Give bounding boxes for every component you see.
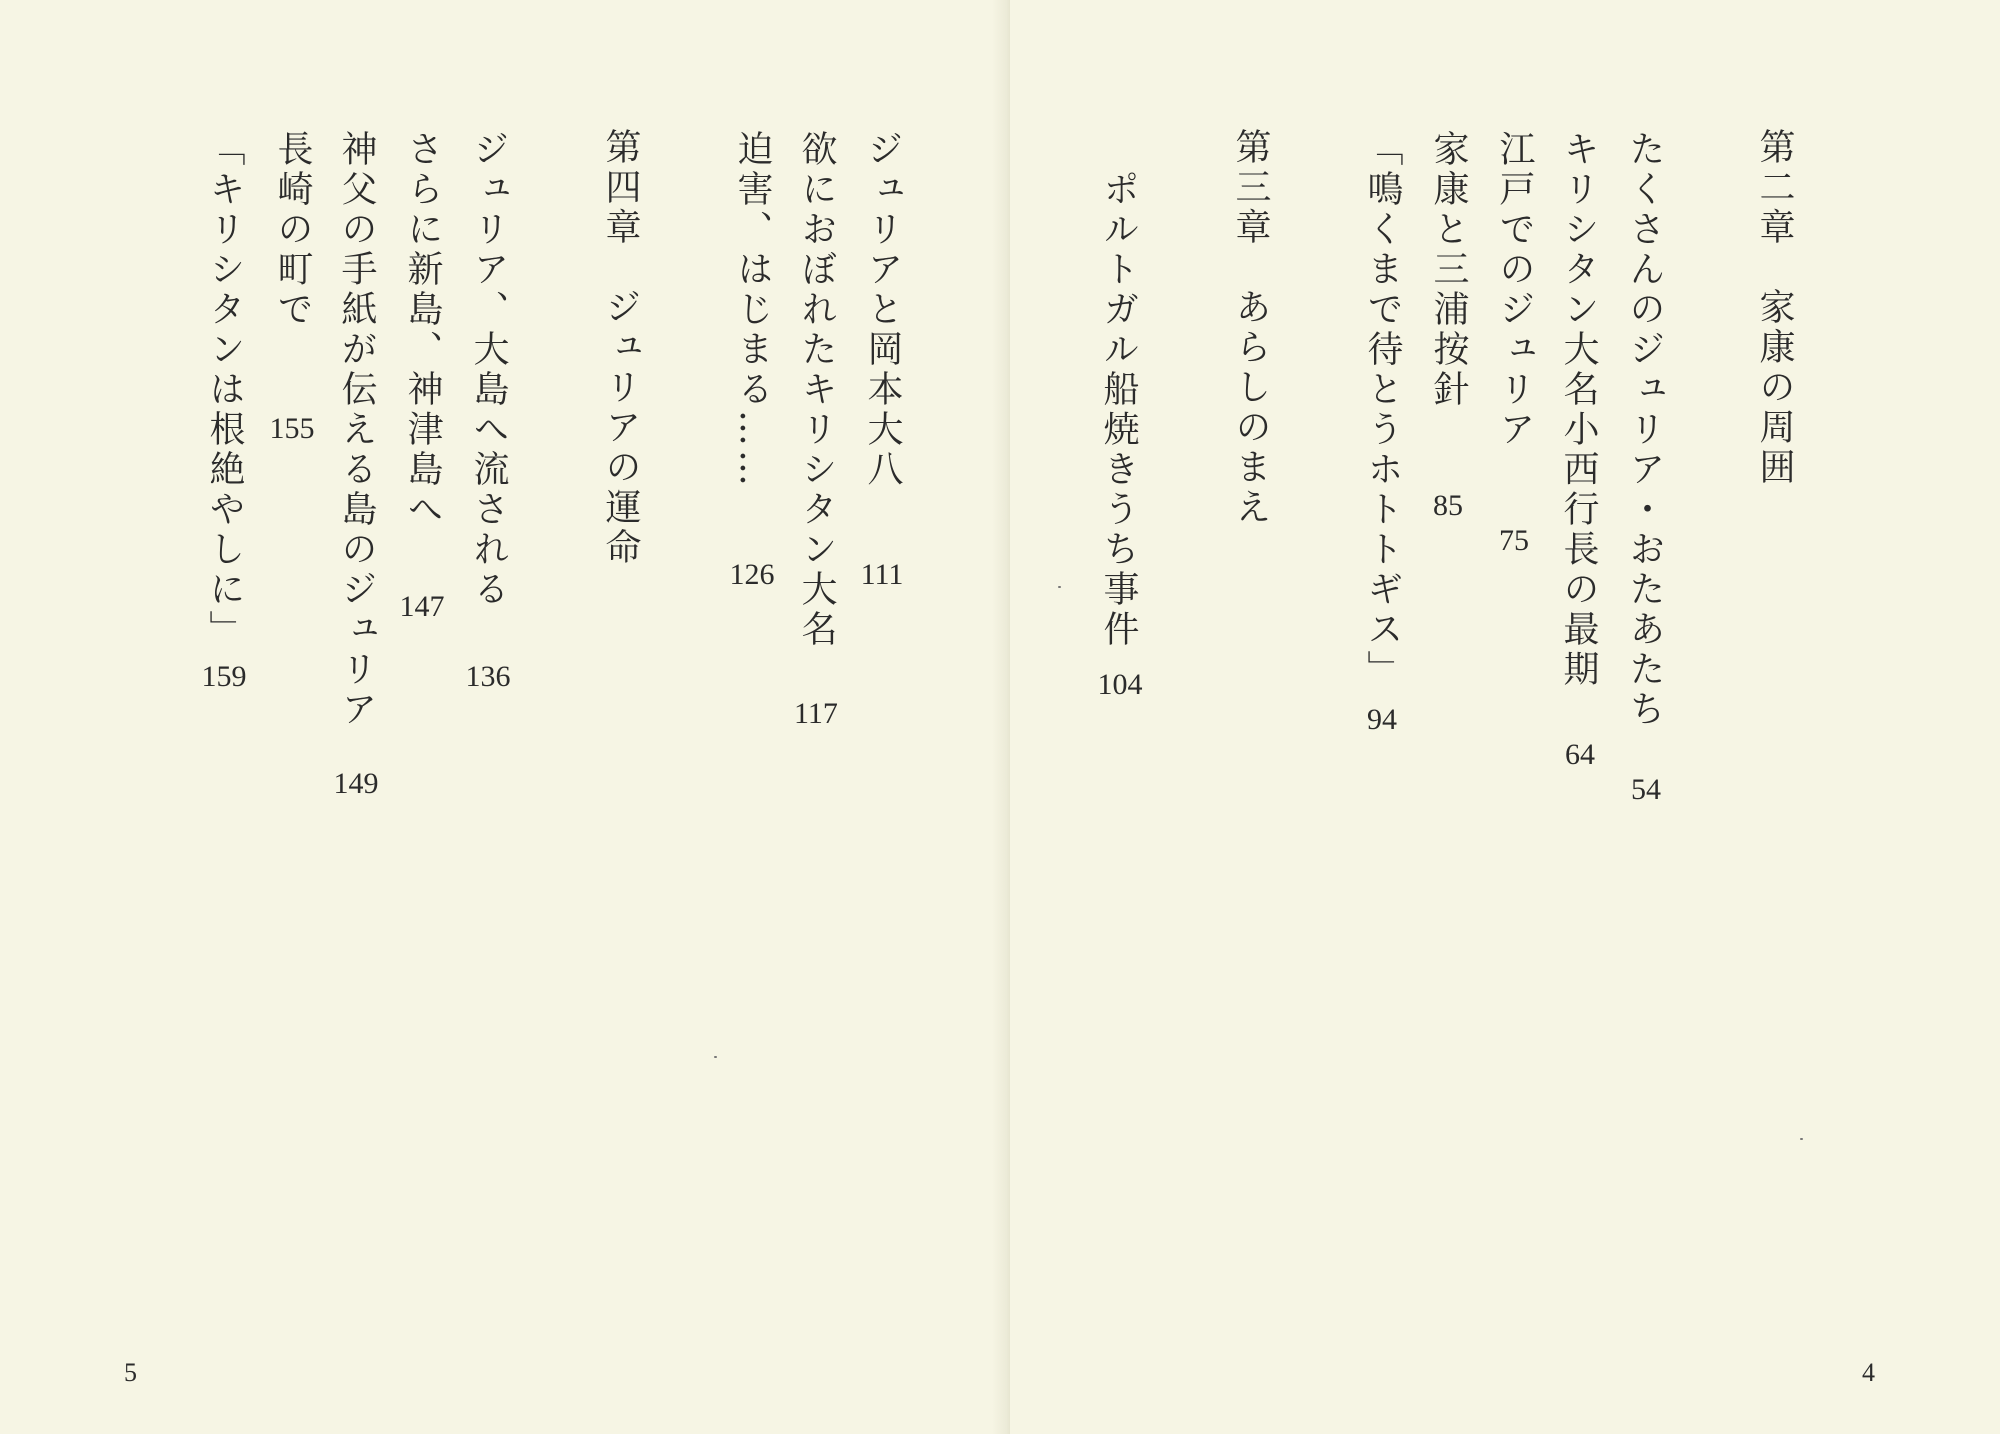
page-number: 4 xyxy=(1862,1358,1875,1387)
toc-entry-title: 神父の手紙が伝える島のジュリア xyxy=(336,130,377,730)
toc-entry-page: 85 xyxy=(1433,489,1463,522)
toc-entry-title: キリシタン大名小西行長の最期 xyxy=(1558,130,1599,690)
toc-entry-title: 「キリシタンは根絶やしに」 xyxy=(204,130,245,650)
toc-entry-title: ポルトガル船焼きうち事件 xyxy=(1098,170,1139,650)
paper-speck xyxy=(714,1056,717,1058)
toc-entry-page: 111 xyxy=(860,558,904,591)
toc-entry-page: 126 xyxy=(729,558,775,591)
toc-entry-title: 欲におぼれたキリシタン大名 xyxy=(796,130,837,650)
paper-speck xyxy=(1058,586,1061,588)
chapter-heading: 第二章 家康の周囲 xyxy=(1754,128,1795,488)
toc-entry-page: 149 xyxy=(333,767,379,800)
toc-entry-page: 147 xyxy=(399,590,445,623)
chapter-heading: 第四章 ジュリアの運命 xyxy=(600,128,641,568)
toc-entry-page: 54 xyxy=(1631,773,1661,806)
page-number: 5 xyxy=(124,1358,137,1387)
toc-entry-page: 94 xyxy=(1367,703,1397,736)
toc-entry-title: たくさんのジュリア・おたあたち xyxy=(1624,130,1665,730)
right-page xyxy=(1010,0,2000,1434)
toc-entry-title: さらに新島、神津島へ xyxy=(402,130,443,530)
toc-entry-title: 江戸でのジュリア xyxy=(1494,130,1535,450)
chapter-heading: 第三章 あらしのまえ xyxy=(1230,128,1271,528)
toc-entry-page: 155 xyxy=(269,412,315,445)
toc-entry-title: 家康と三浦按針 xyxy=(1428,130,1469,410)
toc-entry-page: 75 xyxy=(1499,524,1529,557)
toc-entry-title: ジュリア、大島へ流される xyxy=(468,130,509,610)
toc-entry-page: 136 xyxy=(465,660,511,693)
toc-entry-page: 117 xyxy=(794,697,838,730)
toc-entry-title: 迫害、はじまる…… xyxy=(732,130,773,490)
toc-entry-title: 長崎の町で xyxy=(272,130,313,330)
toc-entry-title: 「鳴くまで待とうホトトギス」 xyxy=(1362,130,1403,690)
toc-entry-page: 104 xyxy=(1097,668,1143,701)
toc-entry-page: 64 xyxy=(1565,738,1595,771)
paper-speck xyxy=(1800,1138,1803,1140)
toc-entry-page: 159 xyxy=(201,660,247,693)
toc-entry-title: ジュリアと岡本大八 xyxy=(862,130,903,490)
